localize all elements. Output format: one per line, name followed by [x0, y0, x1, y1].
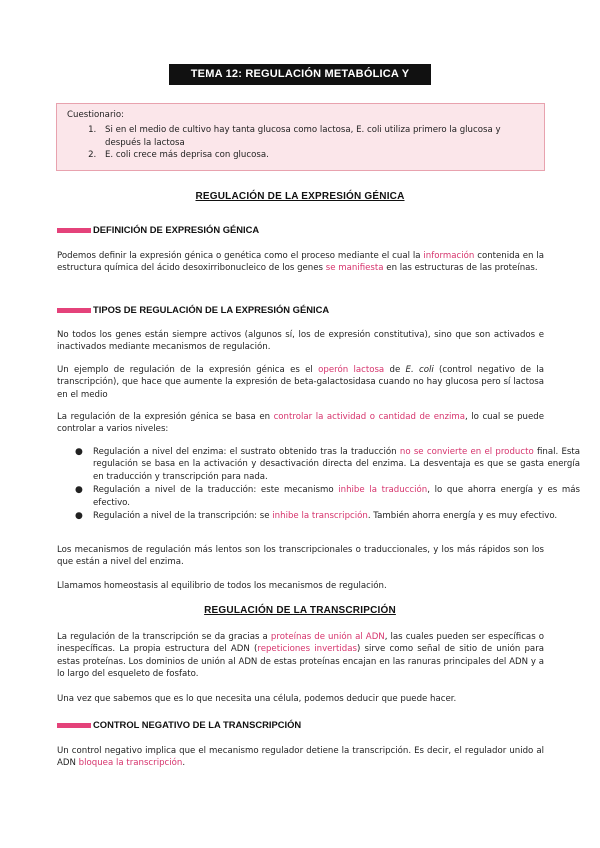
highlight-text: proteínas de unión al ADN — [270, 632, 385, 642]
paragraph-enzyme-control — [57, 411, 544, 436]
text-run: Regulación a nivel del enzima: el sustrato obtenido tras la traducción — [93, 447, 400, 457]
bullet-icon: ● — [75, 447, 83, 457]
paragraph-dna-binding — [57, 631, 544, 681]
highlight-text: bloquea la transcripción — [78, 758, 183, 769]
highlight-text: controlar la actividad o cantidad de enzima — [273, 412, 466, 422]
highlight-text: inhibe la traducción — [338, 485, 428, 496]
bullet-icon: ● — [75, 511, 83, 522]
heading-bar-decoration — [57, 723, 91, 728]
text-run: Podemos definir la expresión génica o genética como el proceso mediante el cual la — [57, 251, 424, 261]
text-run: , las cuales pueden ser específicas o inespecíficas. La propia estructura del ADN ( — [57, 632, 544, 655]
subheading-negative-control — [57, 718, 301, 732]
text-run: . También ahorra energía y es muy efectivo. — [367, 511, 558, 522]
highlight-text: información — [423, 251, 475, 261]
highlight-text: inhibe la transcripción — [272, 511, 368, 522]
subheading-text: TIPOS DE REGULACIÓN DE LA EXPRESIÓN GÉNICA — [93, 303, 330, 315]
questionnaire-heading: Cuestionario: — [67, 110, 125, 120]
text-run: contenida en la estructura química del ácido desoxirribonucleico de los genes — [57, 251, 544, 274]
subheading-text: DEFINICIÓN DE EXPRESIÓN GÉNICA — [93, 223, 260, 235]
page-title: TEMA 12: REGULACIÓN METABÓLICA Y GENÓMICA — [169, 64, 431, 85]
regulation-levels-list — [57, 446, 580, 523]
paragraph-homeostasis: Llamamos homeostasis al equilibrio de todos los mecanismos de regulación. — [57, 581, 387, 591]
text-run: La regulación de la transcripción se da gracias a — [57, 632, 271, 642]
section-title-transcription: REGULACIÓN DE LA TRANSCRIPCIÓN — [204, 605, 396, 616]
highlight-text: operón lactosa — [318, 365, 385, 375]
highlight-text: repeticiones invertidas — [257, 644, 357, 655]
text-run: de — [384, 365, 406, 375]
heading-bar-decoration — [57, 228, 91, 233]
questionnaire-list — [67, 124, 534, 162]
paragraph-deduce: Una vez que sabemos que es lo que necesita una célula, podemos deducir que puede hacer. — [57, 694, 457, 704]
text-run: (control negativo de la transcripción), que hace que aumente la expresión de beta-galactosidasa cuando no hay glucosa pero sí lactosa en el medio — [57, 365, 545, 400]
text-run: en las estructuras de las proteínas. — [383, 263, 538, 274]
subheading-types — [57, 303, 329, 317]
text-run: ) sirve como señal de sitio de unión para estas proteínas. Los dominios de unión al ADN de estas proteínas encajan en las ranuras principales del ADN y a lo largo del esqueleto de fosfato. — [57, 644, 545, 680]
text-run: , lo que ahorra energía y es más efectivo. — [93, 485, 580, 508]
section-title-gene-expression: REGULACIÓN DE LA EXPRESIÓN GÉNICA — [195, 191, 405, 202]
highlight-text: no se convierte en el producto — [399, 447, 534, 457]
text-run: final. Esta regulación se basa en la activación y desactivación directa del enzima. La desventaja es que se gasta energía en traducción y transcripción para nada. — [93, 447, 580, 482]
text-run: Regulación a nivel de la traducción: este mecanismo — [93, 485, 339, 496]
paragraph-definition — [57, 250, 544, 275]
list-item: 2. E. coli crece más deprisa con glucosa. — [99, 149, 534, 162]
subheading-definition — [57, 223, 259, 237]
list-item — [75, 510, 580, 522]
italic-text: E. coli — [405, 365, 434, 375]
subheading-text: CONTROL NEGATIVO DE LA TRANSCRIPCIÓN — [93, 718, 302, 730]
paragraph-lac-operon — [57, 364, 544, 401]
text-run: . — [182, 758, 186, 769]
paragraph-speed: Los mecanismos de regulación más lentos son los transcripcionales o traduccionales, y los más rápidos son los que están a nivel del enzima. — [57, 545, 544, 568]
bullet-icon: ● — [75, 485, 83, 496]
text-run: Regulación a nivel de la transcripción: se — [93, 511, 273, 522]
list-item: 1. Si en el medio de cultivo hay tanta glucosa como lactosa, E. coli utiliza primero la glucosa y después la lactosa — [99, 124, 534, 149]
list-item — [75, 484, 580, 509]
text-run: , lo cual se puede controlar a varios niveles: — [57, 412, 545, 435]
questionnaire-box — [56, 103, 545, 171]
heading-bar-decoration — [57, 308, 91, 313]
highlight-text: se manifiesta — [325, 263, 384, 274]
paragraph-negative-control — [57, 745, 544, 770]
text-run: Un ejemplo de regulación de la expresión génica es el — [57, 365, 319, 375]
text-run: Un control negativo implica que el mecanismo regulador detiene la transcripción. Es decir, el regulador unido al ADN — [57, 746, 544, 769]
paragraph-genes-active: No todos los genes están siempre activos (algunos sí, los de expresión constitutiva), sino que son activados e inactivados mediante mecanismos de regulación. — [57, 330, 544, 353]
text-run: La regulación de la expresión génica se basa en — [57, 412, 274, 422]
list-item — [75, 446, 580, 483]
